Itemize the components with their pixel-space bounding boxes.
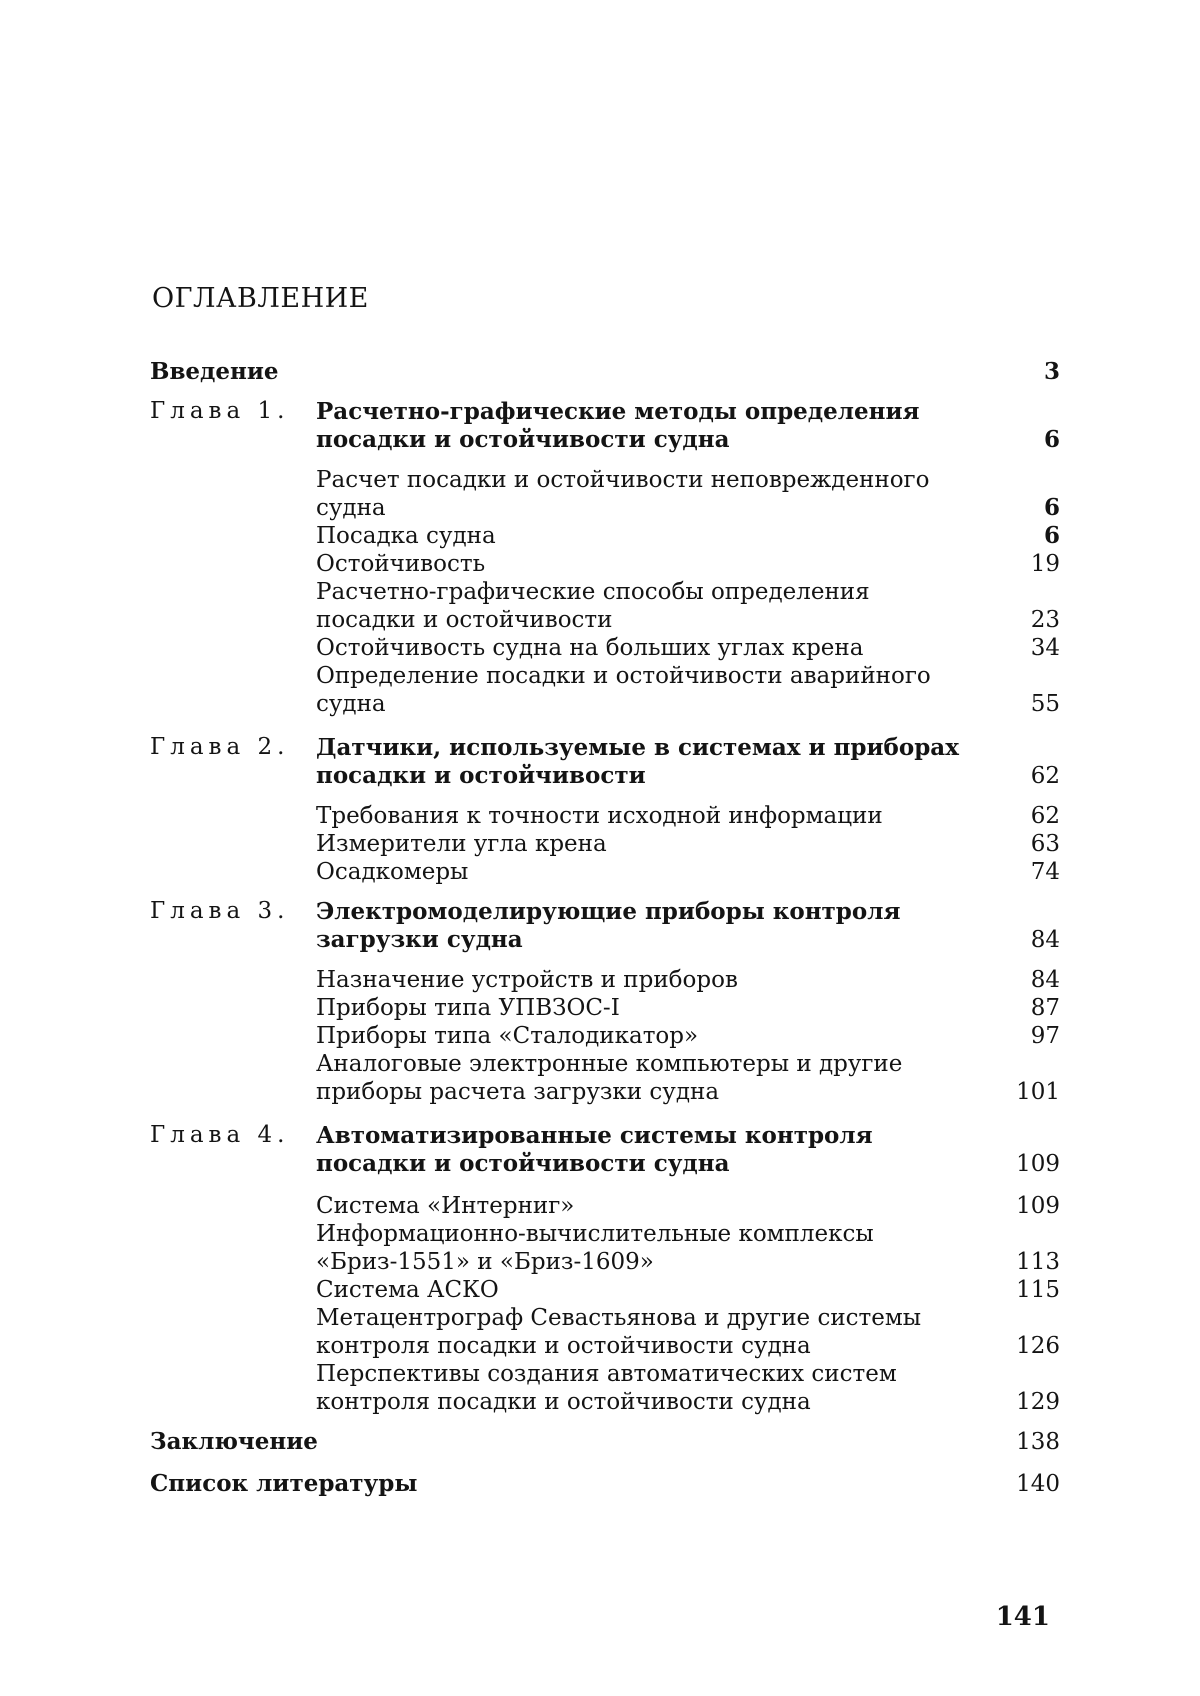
chapter-title: Электромоделирующие приборы контроля загрузки судна [316, 898, 901, 953]
section-title: Аналоговые электронные компьютеры и другие приборы расчета загрузки судна [316, 1051, 903, 1105]
entry-page: 6 [1043, 426, 1060, 453]
toc-section [150, 994, 1060, 1022]
toc-section [150, 1022, 1060, 1050]
toc-section [150, 522, 1060, 550]
page-number: 141 [995, 1602, 1050, 1632]
toc-section [150, 966, 1060, 994]
toc-heading: ОГЛАВЛЕНИЕ [152, 283, 369, 314]
entry-page: 63 [1030, 831, 1060, 857]
entry-page: 74 [1030, 859, 1060, 885]
toc-chapter-3 [150, 898, 1060, 954]
toc-section [150, 662, 1060, 718]
toc-section [150, 1220, 1060, 1276]
entry-page: 109 [1016, 1193, 1060, 1219]
section-title: Приборы типа УПВЗОС-I [316, 995, 620, 1021]
section-title: Расчетно-графические способы определения посадки и остойчивости [316, 579, 870, 633]
section-title: Требования к точности исходной информации [316, 803, 883, 829]
entry-page: 140 [1016, 1471, 1060, 1497]
entry-page: 84 [1030, 927, 1060, 953]
section-title: Назначение устройств и приборов [316, 967, 738, 993]
entry-page: 97 [1030, 1023, 1060, 1049]
section-title: Информационно-вычислительные комплексы «Бриз-1551» и «Бриз-1609» [316, 1221, 874, 1275]
entry-page: 115 [1016, 1277, 1060, 1303]
toc-section [150, 550, 1060, 578]
entry-page: 138 [1016, 1429, 1060, 1455]
toc-chapter-1 [150, 398, 1060, 454]
toc-chapter-4 [150, 1122, 1060, 1178]
chapter-label: Глава 4. [150, 1122, 290, 1148]
entry-page: 113 [1016, 1249, 1060, 1275]
entry-page: 84 [1030, 967, 1060, 993]
toc-section [150, 1360, 1060, 1416]
entry-page: 62 [1030, 763, 1060, 789]
entry-page: 3 [1043, 358, 1060, 385]
entry-page: 126 [1016, 1333, 1060, 1359]
chapter-label: Глава 1. [150, 398, 290, 424]
entry-page: 62 [1030, 803, 1060, 829]
entry-page: 6 [1043, 522, 1060, 549]
section-title: Система АСКО [316, 1277, 499, 1303]
section-title: Перспективы создания автоматических систем контроля посадки и остойчивости судна [316, 1361, 897, 1415]
toc-section [150, 466, 1060, 522]
chapter-label: Глава 2. [150, 734, 290, 760]
toc-chapter-2 [150, 734, 1060, 790]
toc-section [150, 802, 1060, 830]
toc-section [150, 1276, 1060, 1304]
entry-page: 109 [1016, 1151, 1060, 1177]
entry-page: 87 [1030, 995, 1060, 1021]
entry-page: 129 [1016, 1389, 1060, 1415]
toc-section [150, 830, 1060, 858]
entry-page: 23 [1030, 607, 1060, 633]
section-title: Остойчивость судна на больших углах крена [316, 635, 864, 661]
entry-text: Введение [150, 358, 279, 385]
toc-section [150, 1192, 1060, 1220]
entry-page: 34 [1030, 635, 1060, 661]
toc-entry-introduction [150, 358, 1060, 386]
entry-page: 6 [1043, 494, 1060, 521]
section-title: Приборы типа «Сталодикатор» [316, 1023, 699, 1049]
toc-section [150, 1050, 1060, 1106]
toc-section [150, 858, 1060, 886]
entry-page: 55 [1030, 691, 1060, 717]
section-title: Посадка судна [316, 523, 496, 549]
section-title: Осадкомеры [316, 859, 469, 885]
toc-section [150, 1304, 1060, 1360]
entry-text: Заключение [150, 1428, 318, 1455]
section-title: Измерители угла крена [316, 831, 607, 857]
section-title: Определение посадки и остойчивости аварийного судна [316, 663, 931, 717]
section-title: Остойчивость [316, 551, 486, 577]
toc-entry-bibliography [150, 1470, 1060, 1498]
entry-page: 101 [1016, 1079, 1060, 1105]
chapter-title: Датчики, используемые в системах и приборах посадки и остойчивости [316, 734, 959, 789]
toc-entry-conclusion [150, 1428, 1060, 1456]
chapter-title: Расчетно-графические методы определения посадки и остойчивости судна [316, 398, 920, 453]
entry-page: 19 [1030, 551, 1060, 577]
toc-section [150, 634, 1060, 662]
entry-text: Список литературы [150, 1470, 418, 1497]
chapter-label: Глава 3. [150, 898, 290, 924]
toc-section [150, 578, 1060, 634]
chapter-title: Автоматизированные системы контроля посадки и остойчивости судна [316, 1122, 873, 1177]
section-title: Система «Интерниг» [316, 1193, 575, 1219]
section-title: Метацентрограф Севастьянова и другие системы контроля посадки и остойчивости судна [316, 1305, 922, 1359]
section-title: Расчет посадки и остойчивости неповрежденного судна [316, 467, 930, 521]
